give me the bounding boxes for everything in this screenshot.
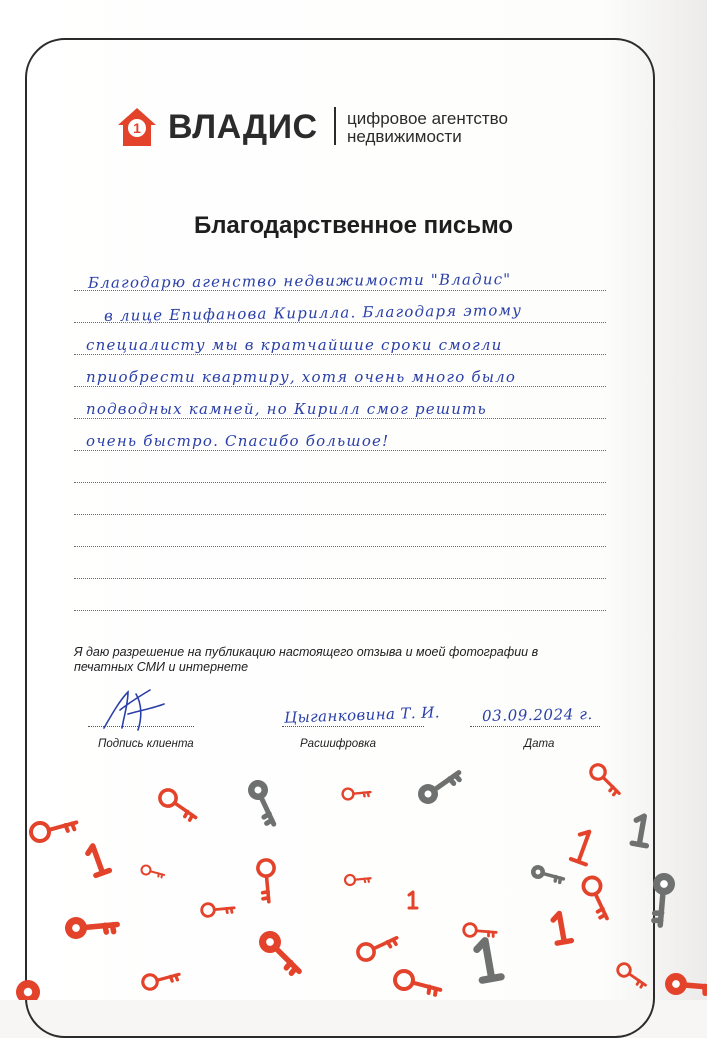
writing-line (74, 354, 606, 355)
writing-line (74, 482, 606, 483)
date-line (470, 726, 600, 727)
keys-decoration (0, 760, 707, 1000)
writing-line (74, 418, 606, 419)
consent-text: Я даю разрешение на публикацию настоящего отзыва и моей фотографии в печатных СМИ и интернете (74, 645, 539, 674)
handwritten-line: очень быстро. Спасибо большое! (86, 432, 390, 450)
page-title: Благодарственное письмо (193, 212, 514, 239)
tagline-line-1: цифровое агентство (347, 109, 508, 128)
handwritten-line: подводных камней, но Кирилл смог решить (86, 400, 487, 418)
writing-line (74, 514, 606, 515)
brand-tagline (347, 110, 508, 146)
tagline-line-2: недвижимости (347, 127, 462, 146)
decode-value: Цыганковина Т. И. (283, 703, 441, 727)
writing-line (74, 450, 606, 451)
handwritten-line: в лице Епифанова Кирилла. Благодаря этому (103, 301, 523, 325)
writing-line (74, 546, 606, 547)
writing-line (74, 578, 606, 579)
writing-line (74, 610, 606, 611)
decode-label: Расшифровка (300, 738, 376, 750)
client-signature-label: Подпись клиента (98, 738, 194, 750)
handwritten-line: приобрести квартиру, хотя очень много было (86, 368, 517, 386)
logo-digit: 1 (133, 120, 141, 136)
house-logo-icon (116, 106, 158, 148)
handwritten-line: Благодарю агенство недвижимости "Владис" (87, 270, 512, 292)
date-value: 03.09.2024 г. (481, 705, 593, 725)
date-label: Дата (524, 738, 555, 750)
brand-name: ВЛАДИС (168, 108, 318, 146)
handwritten-line: специалисту мы в кратчайшие сроки смогли (86, 336, 503, 354)
writing-line (74, 386, 606, 387)
client-signature-line (88, 726, 194, 727)
decode-line (282, 726, 424, 727)
logo-divider (334, 107, 336, 145)
